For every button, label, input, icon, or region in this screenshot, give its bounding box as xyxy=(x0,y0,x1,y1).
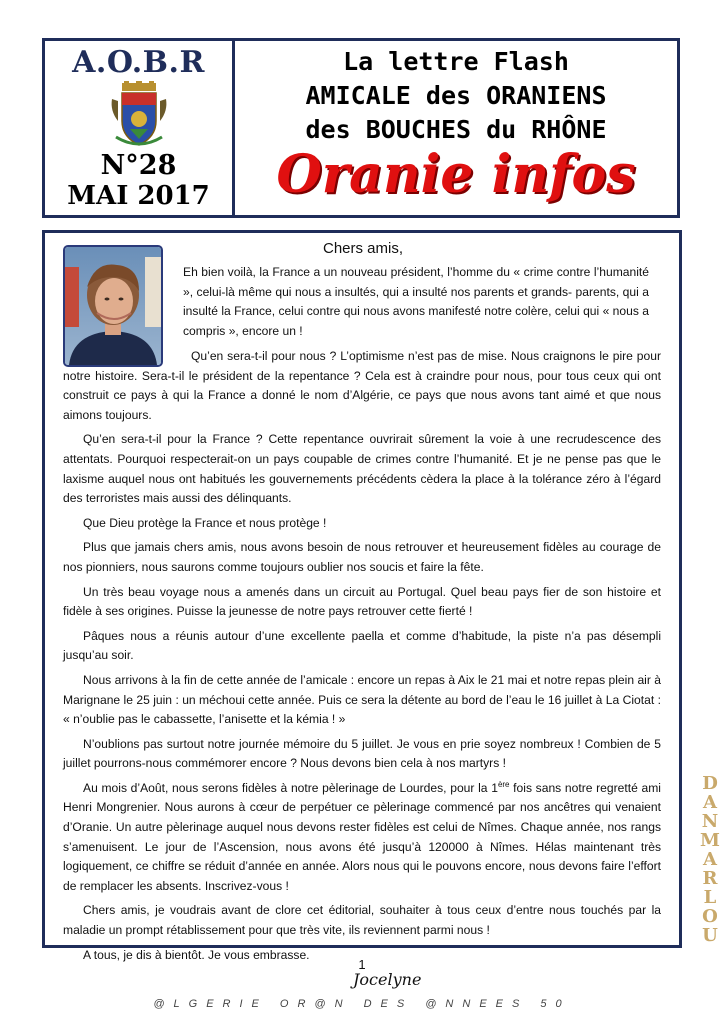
footer-watermark-text: @LGERIE OR@N DES @NNEES 50 xyxy=(153,998,571,1010)
letter-paragraph: Nous arrivons à la fin de cette année de l’amicale : encore un repas à Aix le 21 mai et notre repas plein air à Marignane le 25 juin : un méchoui cette année. Puis ce sera la détente au bord de l’eau le 16 juillet à La Ciotat : « n’oublie pas le cabassette, l’anisette et la kémia ! » xyxy=(63,672,661,727)
letter-paragraph: Plus que jamais chers amis, nous avons besoin de nous retrouver et heureusement fidèles au courage de nos pionniers, nous saurons comme toujours oublier nos soucis et faire la fête. xyxy=(63,540,661,574)
letter-salutation: Chers amis, xyxy=(323,240,404,257)
org-acronym: A.O.B.R xyxy=(72,45,205,80)
masthead xyxy=(42,38,680,218)
letter-paragraph xyxy=(63,779,661,897)
side-watermark: DANMARLOU xyxy=(700,773,720,946)
letter-body xyxy=(63,347,661,990)
pilgrimage-text-rest: fois sans notre regretté ami Henri Mongrenier. Nous aurons à cœur de perpétuer ce pèlerinage commencé par nos ancêtres qui venaient d’Oranie. Un autre pèlerinage auquel nous devons rester fidèles est celui de Nîmes. Chaque année, nos rangs s’amenuisent. Le jour de l’Ascension, nous avons été jusqu’à 120000 à Nîmes. Hélas maintenant très logiquement, ce chiffre se réduit d’année en année. Alors nous qui le pouvons encore, nous devons faire l’effort de remplacer les absents. Inscrivez-vous ! xyxy=(63,780,661,893)
letter-paragraph: Que Dieu protège la France et nous protège ! xyxy=(83,515,327,530)
newsletter-brand-title: Oranie infos xyxy=(276,144,636,205)
page-number: 1 xyxy=(358,957,366,972)
letter-paragraph: Qu’en sera-t-il pour nous ? L’optimisme n’est pas de mise. Nous craignons le pire pour notre histoire. Sera-t-il le président de la repentance ? Cela est à craindre pour nous, pour tous ceux qui ont construit ce pays à qui la France a donné le nom d’Algérie, ce pays que nous avons tant aimé et que nous aimons toujours. xyxy=(63,349,661,422)
letter-paragraph: A tous, je dis à bientôt. Je vous embrasse. xyxy=(83,947,310,962)
letter-intro-paragraph: Eh bien voilà, la France a un nouveau président, l’homme du « crime contre l’humanité », celui-là même qui nous a insultés, qui a insulté nos parents et grands- parents, qui a insulté la France, celui contre qui nous avons manifesté notre colère, celui qui « nous a compris », encore un ! xyxy=(183,265,649,338)
issue-number: N°28 xyxy=(100,150,177,181)
masthead-left-panel xyxy=(45,41,235,215)
letter-paragraph: Pâques nous a réunis autour d’une excellente paella et comme d’habitude, la piste n’a pas désempli jusqu’au soir. xyxy=(63,628,661,663)
letter-signature: Jocelyne xyxy=(353,970,422,990)
letter-paragraph: N’oublions pas surtout notre journée mémoire du 5 juillet. Je vous en prie soyez nombreux ! Combien de 5 juillet pourrons-nous commémorer encore ? Nous devons bien cela à nos martyrs ! xyxy=(63,736,661,771)
letter-paragraph: Chers amis, je voudrais avant de clore cet éditorial, souhaiter à tous ceux d’entre nous touchés par la maladie un prompt rétablissement pour que très vite, ils reviennent parmi nous ! xyxy=(63,903,661,938)
newsletter-type: La lettre Flash xyxy=(343,47,569,76)
letter-paragraph: Qu’en sera-t-il pour la France ? Cette repentance ouvrirait sûrement la voie à une recrudescence des attentats. Pourquoi respecterait-on un pays coupable de crimes contre l’humanité. Et je ne pense pas que le laxisme auquel nous ont habitués les gouvernements précédents cèdera la place à la tolérance zéro à l’égard des terroristes mais aussi des délinquants. xyxy=(63,432,661,506)
coat-of-arms-icon xyxy=(108,81,170,149)
issue-date: MAI 2017 xyxy=(67,181,210,211)
masthead-right-panel xyxy=(235,41,677,215)
association-name-line2: des BOUCHES du RHÔNE xyxy=(305,115,607,144)
association-name-line1: AMICALE des ORANIENS xyxy=(305,81,607,110)
ordinal-superscript: ère xyxy=(497,779,510,789)
letter-paragraph: Un très beau voyage nous a amenés dans un circuit au Portugal. Quel beau pays fier de son histoire et fidèle à ses origines. Puisse la jeunesse de notre pays retrouver cette fierté ! xyxy=(63,584,661,619)
pilgrimage-text-start: Au mois d’Août, nous serons fidèles à notre pèlerinage de Lourdes, pour la 1 xyxy=(83,780,498,795)
editorial-letter xyxy=(42,230,682,990)
